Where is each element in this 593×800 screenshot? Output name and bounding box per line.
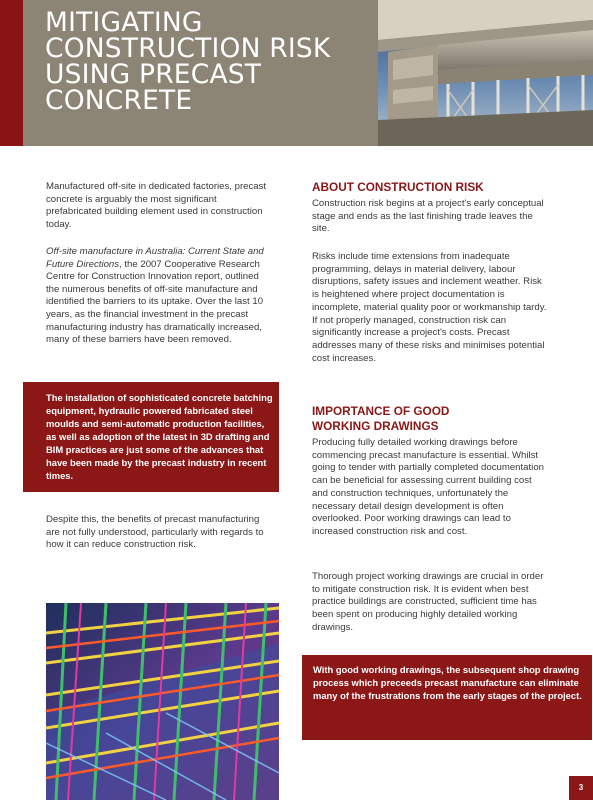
- heading2-line-1: IMPORTANCE OF GOOD: [312, 404, 450, 418]
- thorough-drawings-paragraph: Thorough project working drawings are crucial in order to mitigate construction risk. It is evident when best practice buildings are constructed, sufficient time has been spent on producing highly detailed working drawings.: [312, 571, 544, 633]
- report-paragraph-text: , the 2007 Cooperative Research Centre for Construction Innovation report, outlined the numerous benefits of off-site manufacture and identified the barriers to its uptake. Over the last 10 years, as the financial investment in the precast manufacturing industry has dramatically increased, many of these barriers have been removed.: [46, 258, 264, 346]
- working-drawings-paragraph: Producing fully detailed working drawings before commencing precast manufacture is essential. Whilst going to tender with partially completed documentation can be beneficial for assessing current building cost and construction techniques, unfortunately the necessary detail design development is often overlooked. Poor working drawings can lead to increased construction risk and cost.: [312, 437, 544, 537]
- risk-begins-paragraph: Construction risk begins at a project's early conceptual stage and ends as the last finishing trade leaves the site.: [312, 198, 544, 235]
- construction-site-photo: [378, 0, 593, 146]
- title-line-4: CONCRETE: [45, 85, 193, 116]
- 3d-model-render-image: [46, 603, 279, 800]
- header-accent-stripe: [0, 0, 23, 146]
- left-callout-text: The installation of sophisticated concrete batching equipment, hydraulic powered fabricated steel moulds and semi-automatic production facilities, as well as adoption of the latest in 3D drafting and BIM practices are just some of the advances that have been made by the precast industry in recent times.: [46, 392, 273, 481]
- title-line-2: CONSTRUCTION RISK: [45, 33, 331, 64]
- report-title: Off-site manufacture in Australia: Current State and Future Directions: [46, 246, 264, 270]
- report-paragraph: [46, 246, 273, 347]
- page-number: 3: [569, 776, 593, 800]
- risks-include-paragraph: Risks include time extensions from inadequate programming, delays in material delivery, labour disruptions, safety issues and inclement weather. Risk is heightened where project documentation is incomplete, material quality poor or workmanship tardy. If not properly managed, construction risk can significantly increase a project's costs. Precast addresses many of these risks and minimises potential cost increases.: [312, 251, 547, 364]
- title-line-3: USING PRECAST: [45, 59, 262, 90]
- heading2-line-2: WORKING DRAWINGS: [312, 419, 439, 433]
- page-title: [45, 7, 375, 116]
- despite-paragraph: Despite this, the benefits of precast manufacturing are not fully understood, particularly with regards to how it can reduce construction risk.: [46, 514, 264, 551]
- heading-about-construction-risk: ABOUT CONSTRUCTION RISK: [312, 180, 484, 194]
- title-line-1: MITIGATING: [45, 7, 203, 38]
- intro-paragraph: Manufactured off-site in dedicated factories, precast concrete is arguably the most significant prefabricated building element used in construction today.: [46, 181, 267, 230]
- heading-importance-working-drawings: [312, 404, 502, 434]
- right-callout-text: With good working drawings, the subsequent shop drawing process which preceeds precast manufacture can eliminate many of the frustrations from the early stages of the project.: [313, 664, 582, 701]
